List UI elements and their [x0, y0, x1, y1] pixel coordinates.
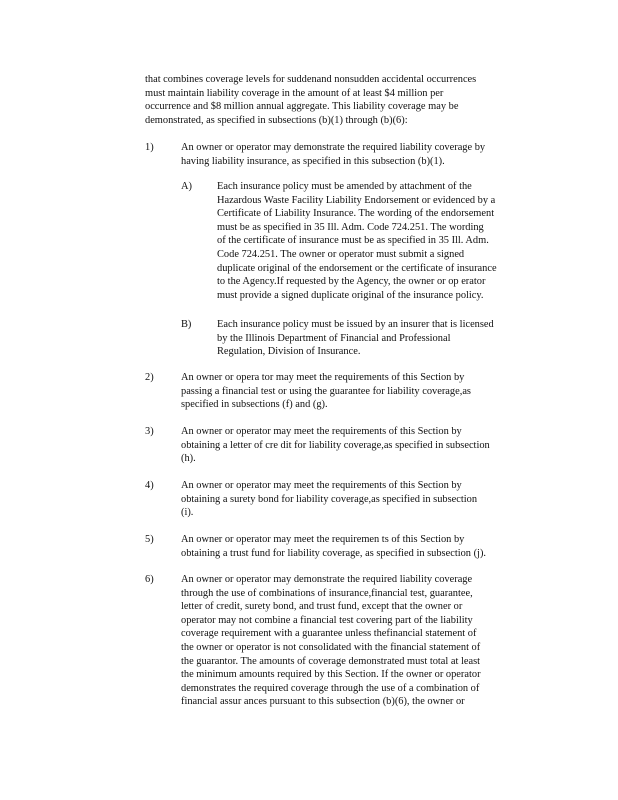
item-number: 5) [145, 534, 154, 545]
item-number: 2) [145, 372, 154, 383]
item-text: An owner or operator may meet the requirements of this Section by obtaining a letter of cre dit for liability coverage,as specified in subsection (h). [181, 426, 490, 465]
item-number: 3) [145, 426, 154, 437]
item-number: 1) [145, 142, 154, 153]
item-text: An owner or opera tor may meet the requirements of this Section by passing a financial test or using the guarantee for liability coverage,as specified in subsections (f) and (g). [181, 372, 471, 411]
item-text: An owner or operator may demonstrate the required liability coverage through the use of combinations of insurance,financial test, guarantee, letter of credit, surety bond, and trust fund, except that the owner or operator may not combine a financial test covering part of the liability coverage requirement with a guarantee unless thefinancial statement of the owner or operator is not consolidated with the financial statement of the guarantor. The amounts of coverage demonstrated must total at least the minimum amounts required by this Section. If the owner or operator demonstrates the required coverage through the use of a combination of financial assur ances pursuant to this subsection (b)(6), the owner or [181, 574, 481, 708]
item-text: An owner or operator may meet the requiremen ts of this Section by obtaining a trust fund for liability coverage, as specified in subsection (j). [181, 534, 486, 559]
intro-paragraph: that combines coverage levels for suddenand nonsudden accidental occurrences must maintain liability coverage in the amount of at least $4 million per occurrence and $8 million annual aggregate. This liability coverage may be demonstrated, as specified in subsections (b)(1) through (b)(6): [145, 74, 477, 126]
sub-item-number: A) [181, 181, 192, 192]
item-number: 4) [145, 480, 154, 491]
item-number: 6) [145, 574, 154, 585]
sub-item-number: B) [181, 319, 192, 330]
sub-item-text: Each insurance policy must be issued by an insurer that is licensed by the Illinois Department of Financial and Professional Regulation, Division of Insurance. [217, 319, 494, 358]
item-text: An owner or operator may meet the requirements of this Section by obtaining a surety bond for liability coverage,as specified in subsection (i). [181, 480, 478, 519]
sub-item-text: Each insurance policy must be amended by attachment of the Hazardous Waste Facility Liability Endorsement or evidenced by a Certificate of Liability Insurance. The wording of the endorsement must be as specified in 35 Ill. Adm. Code 724.251. The wording of the certificate of insurance must be as specified in 35 Ill. Adm. Code 724.251. The owner or operator must submit a signed duplicate original of the endorsement or the certificate of insurance to the Agency.If requested by the Agency, the owner or op erator must provide a signed duplicate original of the insurance policy. [217, 181, 497, 301]
item-text: An owner or operator may demonstrate the required liability coverage by having liability insurance, as specified in this subsection (b)(1). [181, 142, 486, 167]
